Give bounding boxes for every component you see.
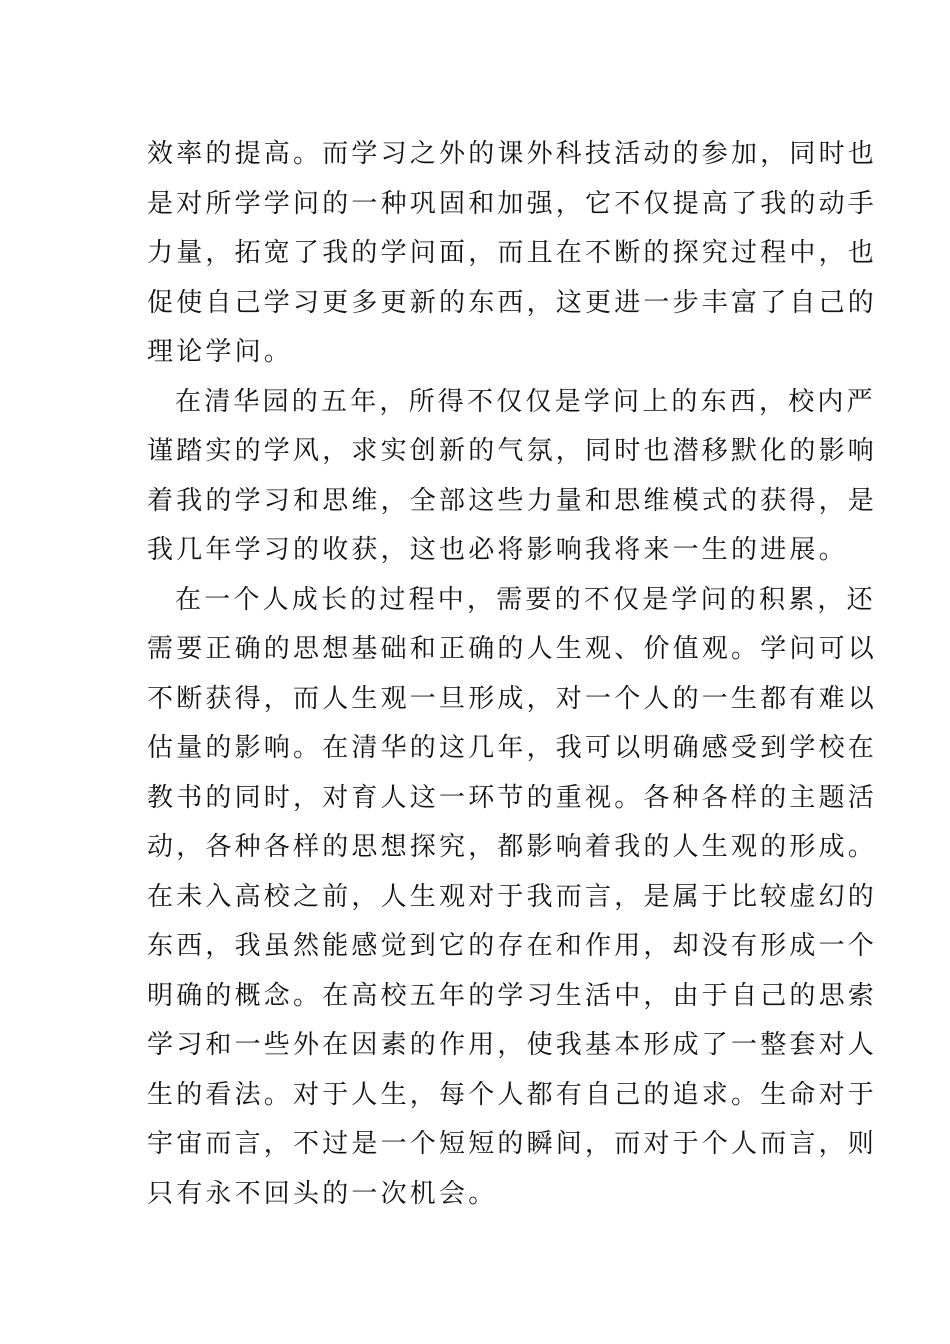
text-line: 估量的影响。在清华的这几年，我可以明确感受到学校在 <box>147 733 878 763</box>
text-line: 在清华园的五年，所得不仅仅是学问上的东西，校内严 <box>175 386 876 417</box>
text-line: 在一个人成长的过程中，需要的不仅是学问的积累，还 <box>175 584 876 615</box>
text-line: 是对所学学问的一种巩固和加强，它不仅提高了我的动手 <box>147 188 878 219</box>
text-line: 促使自己学习更多更新的东西，这更进一步丰富了自己的 <box>147 287 878 318</box>
text-line: 东西，我虽然能感觉到它的存在和作用，却没有形成一个 <box>147 931 878 961</box>
text-line: 谨踏实的学风，求实创新的气氛，同时也潜移默化的影响 <box>147 436 878 466</box>
text-line: 需要正确的思想基础和正确的人生观、价值观。学问可以 <box>147 634 878 664</box>
text-line: 效率的提高。而学习之外的课外科技活动的参加，同时也 <box>147 139 878 169</box>
paragraph-2 <box>147 378 878 576</box>
text-line: 教书的同时，对育人这一环节的重视。各种各样的主题活 <box>147 782 878 813</box>
text-line: 着我的学习和思维，全部这些力量和思维模式的获得，是 <box>147 485 878 516</box>
text-line: 我几年学习的收获，这也必将影响我将来一生的进展。 <box>147 535 848 565</box>
text-line: 只有永不回头的一次机会。 <box>147 1178 498 1209</box>
text-line: 宇宙而言，不过是一个短短的瞬间，而对于个人而言，则 <box>147 1129 878 1159</box>
text-line: 不断获得，而人生观一旦形成，对一个人的一生都有难以 <box>147 683 878 714</box>
text-line: 动，各种各样的思想探究，都影响着我的人生观的形成。 <box>147 832 878 862</box>
text-line: 明确的概念。在高校五年的学习生活中，由于自己的思索 <box>147 980 878 1011</box>
text-line: 学习和一些外在因素的作用，使我基本形成了一整套对人 <box>147 1030 878 1060</box>
text-line: 力量，拓宽了我的学问面，而且在不断的探究过程中，也 <box>147 238 878 268</box>
paragraph-3 <box>147 576 878 1220</box>
text-line: 理论学问。 <box>147 337 294 367</box>
text-line: 生的看法。对于人生，每个人都有自己的追求。生命对于 <box>147 1079 878 1110</box>
text-line: 在未入高校之前，人生观对于我而言，是属于比较虚幻的 <box>147 881 878 912</box>
paragraph-1 <box>147 130 878 378</box>
body-text <box>147 130 878 1219</box>
